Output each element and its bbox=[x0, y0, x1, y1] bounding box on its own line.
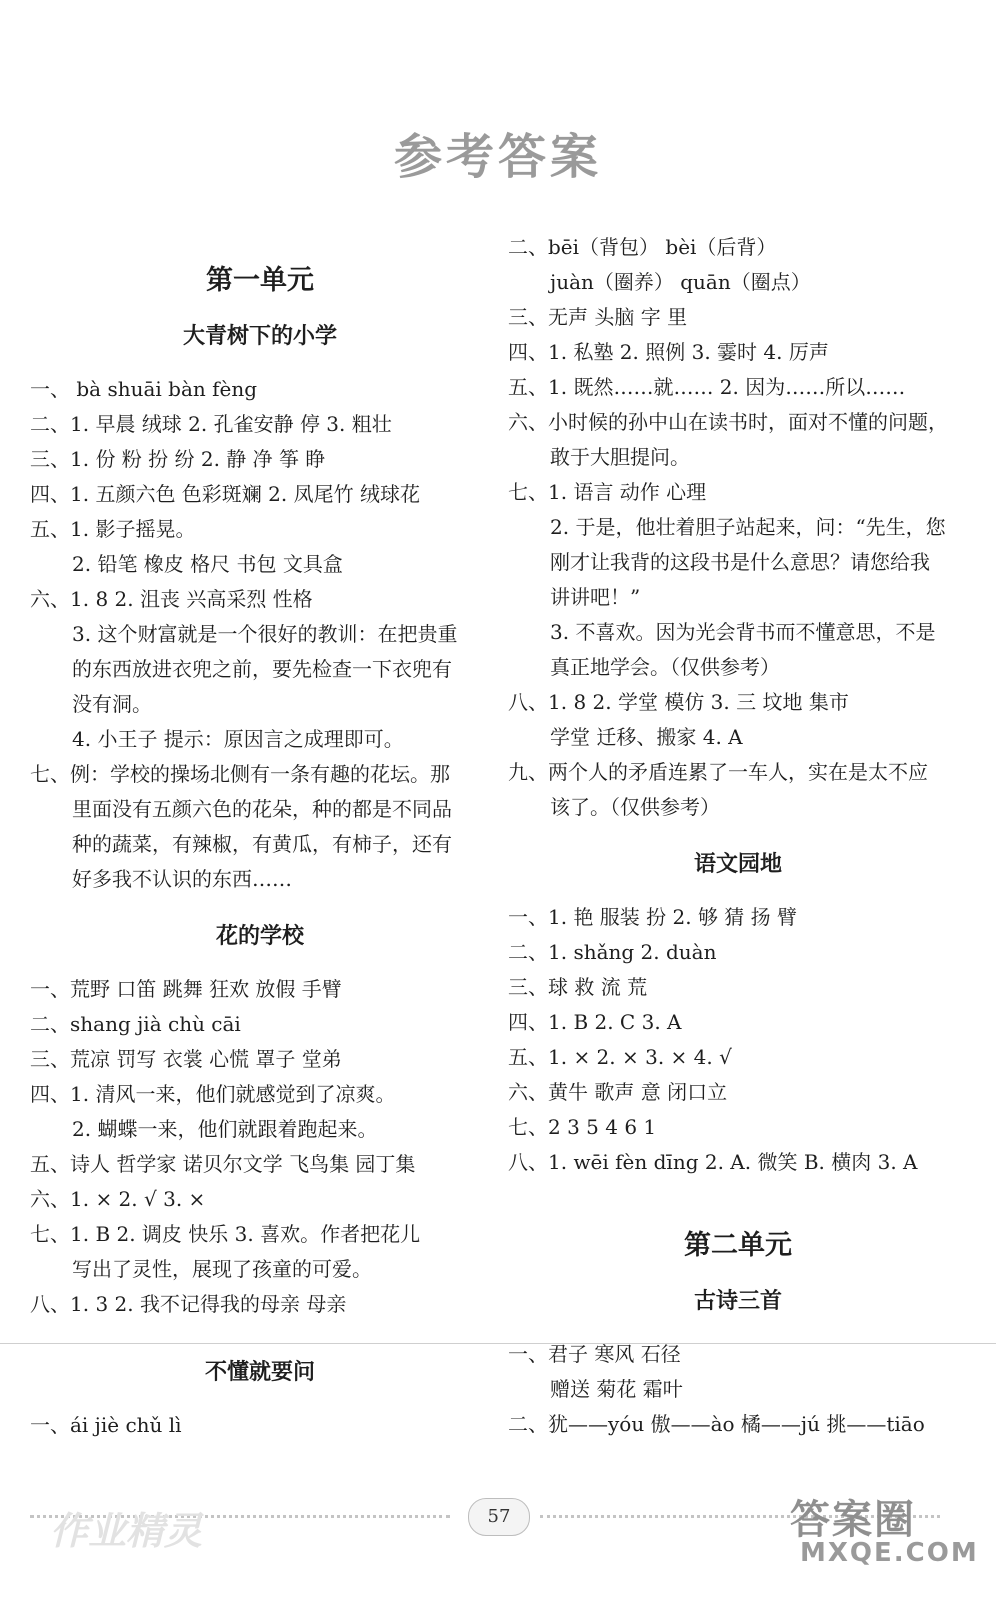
answer-line: 2. 于是，他壮着胆子站起来，问：“先生，您 bbox=[550, 515, 946, 539]
page-number: 57 bbox=[468, 1498, 530, 1536]
answer-line: 2. 蝴蝶一来，他们就跟着跑起来。 bbox=[72, 1117, 378, 1141]
right-column bbox=[508, 230, 968, 1442]
answer-line: 五、诗人 哲学家 诺贝尔文学 飞鸟集 园丁集 bbox=[30, 1152, 416, 1176]
answer-line: 赠送 菊花 霜叶 bbox=[550, 1377, 683, 1401]
answer-line: 一、1. 艳 服装 扮 2. 够 猜 扬 臂 bbox=[508, 905, 798, 929]
answer-line: 3. 这个财富就是一个很好的教训：在把贵重 bbox=[72, 622, 458, 646]
page-title: 参考答案 bbox=[393, 129, 602, 185]
answer-line: 二、1. 早晨 绒球 2. 孔雀安静 停 3. 粗壮 bbox=[30, 412, 392, 436]
answer-line: 八、1. wēi fèn dīng 2. A. 微笑 B. 横肉 3. A bbox=[508, 1150, 918, 1174]
answer-line: 一、君子 寒风 石径 bbox=[508, 1342, 681, 1366]
unit-heading: 第二单元 bbox=[684, 1230, 792, 1261]
answer-line: 四、1. 五颜六色 色彩斑斓 2. 凤尾竹 绒球花 bbox=[30, 482, 420, 506]
answer-line: 没有洞。 bbox=[72, 692, 152, 716]
answer-line: 真正地学会。（仅供参考） bbox=[550, 655, 780, 679]
answer-line: 七、1. B 2. 调皮 快乐 3. 喜欢。作者把花儿 bbox=[30, 1222, 421, 1246]
answer-line: 的东西放进衣兜之前，要先检查一下衣兜有 bbox=[72, 657, 452, 681]
answer-line: 七、例：学校的操场北侧有一条有趣的花坛。那 bbox=[30, 762, 450, 786]
answer-line: 写出了灵性，展现了孩童的可爱。 bbox=[72, 1257, 372, 1281]
unit-heading: 第一单元 bbox=[206, 265, 314, 296]
answer-line: 三、球 救 流 荒 bbox=[508, 975, 648, 999]
section-heading: 花的学校 bbox=[215, 924, 304, 949]
section-heading: 语文园地 bbox=[693, 852, 782, 877]
answer-line: 九、两个人的矛盾连累了一车人，实在是太不应 bbox=[508, 760, 928, 784]
column-divider bbox=[0, 1343, 996, 1344]
answer-line: 3. 不喜欢。因为光会背书而不懂意思，不是 bbox=[550, 620, 936, 644]
answer-line: 五、1. × 2. × 3. × 4. √ bbox=[508, 1045, 732, 1069]
answer-line: juàn（圈养） quān（圈点） bbox=[550, 270, 811, 294]
answer-line: 里面没有五颜六色的花朵，种的都是不同品 bbox=[72, 797, 452, 821]
answer-line: 二、1. shǎng 2. duàn bbox=[508, 940, 717, 964]
answer-line: 四、1. B 2. C 3. A bbox=[508, 1010, 682, 1034]
watermark-right: 答案圈 bbox=[790, 1497, 916, 1543]
answer-line: 讲讲吧！” bbox=[550, 585, 641, 609]
answer-line: 六、1. × 2. √ 3. × bbox=[30, 1187, 206, 1211]
answer-line: 二、bēi（背包） bèi（后背） bbox=[508, 235, 777, 259]
answer-line: 六、小时候的孙中山在读书时，面对不懂的问题， bbox=[508, 410, 948, 434]
answer-line: 四、1. 私塾 2. 照例 3. 霎时 4. 厉声 bbox=[508, 340, 829, 364]
answer-line: 三、荒凉 罚写 衣裳 心慌 罩子 堂弟 bbox=[30, 1047, 342, 1071]
answer-line: 六、1. 8 2. 沮丧 兴高采烈 性格 bbox=[30, 587, 313, 611]
section-heading: 古诗三首 bbox=[693, 1289, 782, 1314]
answer-line: 六、黄牛 歌声 意 闭口立 bbox=[508, 1080, 728, 1104]
answer-line: 三、1. 份 粉 扮 纷 2. 静 净 筝 睁 bbox=[30, 447, 326, 471]
answer-line: 4. 小王子 提示：原因言之成理即可。 bbox=[72, 727, 404, 751]
answer-line: 五、1. 既然……就…… 2. 因为……所以…… bbox=[508, 375, 906, 399]
answer-line: 五、1. 影子摇晃。 bbox=[30, 517, 196, 541]
answer-line: 七、1. 语言 动作 心理 bbox=[508, 480, 707, 504]
answer-line: 三、无声 头脑 字 里 bbox=[508, 305, 688, 329]
answer-line: 种的蔬菜，有辣椒，有黄瓜，有柿子，还有 bbox=[72, 832, 452, 856]
answer-line: 敢于大胆提问。 bbox=[550, 445, 690, 469]
section-heading: 不懂就要问 bbox=[204, 1360, 315, 1385]
answer-line: 好多我不认识的东西…… bbox=[72, 867, 292, 891]
answer-line: 该了。（仅供参考） bbox=[550, 795, 720, 819]
answer-line: 一、ái jiè chǔ lì bbox=[30, 1413, 182, 1437]
answer-line: 学堂 迁移、搬家 4. A bbox=[550, 725, 743, 749]
answer-line: 二、shang jià chù cāi bbox=[30, 1012, 241, 1036]
answer-line: 二、犹——yóu 傲——ào 橘——jú 挑——tiāo bbox=[508, 1412, 925, 1436]
answer-line: 八、1. 8 2. 学堂 模仿 3. 三 坟地 集市 bbox=[508, 690, 849, 714]
answer-line: 一、荒野 口笛 跳舞 狂欢 放假 手臂 bbox=[30, 977, 342, 1001]
left-column bbox=[30, 230, 490, 1443]
answer-line: 八、1. 3 2. 我不记得我的母亲 母亲 bbox=[30, 1292, 347, 1316]
answer-line: 一、 bà shuāi bàn fèng bbox=[30, 377, 258, 401]
answer-line: 2. 铅笔 橡皮 格尺 书包 文具盒 bbox=[72, 552, 343, 576]
answer-line: 四、1. 清风一来，他们就感觉到了凉爽。 bbox=[30, 1082, 396, 1106]
watermark-right-url: MXQE.COM bbox=[800, 1538, 979, 1568]
answer-line: 刚才让我背的这段书是什么意思？请您给我 bbox=[550, 550, 930, 574]
section-heading: 大青树下的小学 bbox=[182, 324, 337, 349]
watermark-left: 作业精灵 bbox=[50, 1509, 203, 1553]
answer-line: 七、2 3 5 4 6 1 bbox=[508, 1115, 657, 1139]
